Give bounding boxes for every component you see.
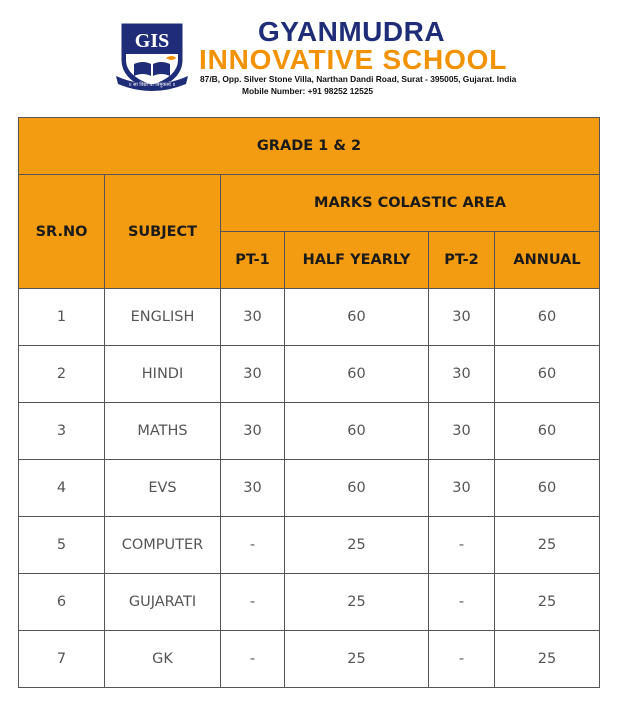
cell-pt2: -	[429, 631, 495, 688]
cell-half-yearly: 60	[285, 289, 429, 346]
cell-pt1: 30	[221, 346, 285, 403]
cell-pt1: 30	[221, 403, 285, 460]
marks-table	[18, 117, 600, 688]
cell-srno: 2	[19, 346, 105, 403]
table-row	[19, 289, 600, 346]
cell-srno: 5	[19, 517, 105, 574]
table-row	[19, 517, 600, 574]
cell-subject: EVS	[105, 460, 221, 517]
table-row	[19, 346, 600, 403]
school-header	[0, 0, 619, 112]
school-logo	[114, 20, 190, 92]
cell-pt2: 30	[429, 403, 495, 460]
cell-pt2: 30	[429, 346, 495, 403]
cell-annual: 25	[495, 574, 600, 631]
header-pt2: PT-2	[429, 232, 495, 289]
school-name-line1: GYANMUDRA	[258, 16, 446, 47]
cell-subject: COMPUTER	[105, 517, 221, 574]
table-row	[19, 574, 600, 631]
header-half-yearly: HALF YEARLY	[285, 232, 429, 289]
cell-srno: 1	[19, 289, 105, 346]
cell-subject: MATHS	[105, 403, 221, 460]
cell-half-yearly: 25	[285, 574, 429, 631]
cell-pt1: -	[221, 517, 285, 574]
cell-subject: HINDI	[105, 346, 221, 403]
header-subject: SUBJECT	[105, 175, 221, 289]
header-marks-area: MARKS COLASTIC AREA	[221, 175, 600, 232]
cell-srno: 3	[19, 403, 105, 460]
cell-annual: 60	[495, 289, 600, 346]
cell-half-yearly: 25	[285, 631, 429, 688]
table-row	[19, 403, 600, 460]
school-address: 87/B, Opp. Silver Stone Villa, Narthan Dandi Road, Surat - 395005, Gujarat. India	[200, 74, 517, 84]
cell-annual: 25	[495, 631, 600, 688]
cell-pt1: -	[221, 631, 285, 688]
header-srno: SR.NO	[19, 175, 105, 289]
table-row	[19, 460, 600, 517]
cell-pt2: 30	[429, 289, 495, 346]
school-mobile: Mobile Number: +91 98252 12525	[242, 86, 374, 96]
cell-pt2: -	[429, 517, 495, 574]
cell-subject: GUJARATI	[105, 574, 221, 631]
cell-half-yearly: 60	[285, 403, 429, 460]
logo-text: GIS	[134, 30, 170, 52]
cell-annual: 60	[495, 460, 600, 517]
cell-srno: 7	[19, 631, 105, 688]
header-pt1: PT-1	[221, 232, 285, 289]
logo-motto: ॥ सा विद्या या विमुक्तये ॥	[128, 82, 176, 88]
cell-pt2: 30	[429, 460, 495, 517]
cell-annual: 25	[495, 517, 600, 574]
cell-pt1: 30	[221, 460, 285, 517]
cell-annual: 60	[495, 346, 600, 403]
cell-srno: 4	[19, 460, 105, 517]
school-name-line2: INNOVATIVE SCHOOL	[199, 44, 508, 75]
cell-half-yearly: 25	[285, 517, 429, 574]
cell-pt2: -	[429, 574, 495, 631]
grade-title: GRADE 1 & 2	[19, 118, 600, 175]
cell-pt1: 30	[221, 289, 285, 346]
cell-subject: GK	[105, 631, 221, 688]
cell-half-yearly: 60	[285, 346, 429, 403]
cell-subject: ENGLISH	[105, 289, 221, 346]
header-annual: ANNUAL	[495, 232, 600, 289]
cell-srno: 6	[19, 574, 105, 631]
cell-pt1: -	[221, 574, 285, 631]
cell-half-yearly: 60	[285, 460, 429, 517]
cell-annual: 60	[495, 403, 600, 460]
table-row	[19, 631, 600, 688]
